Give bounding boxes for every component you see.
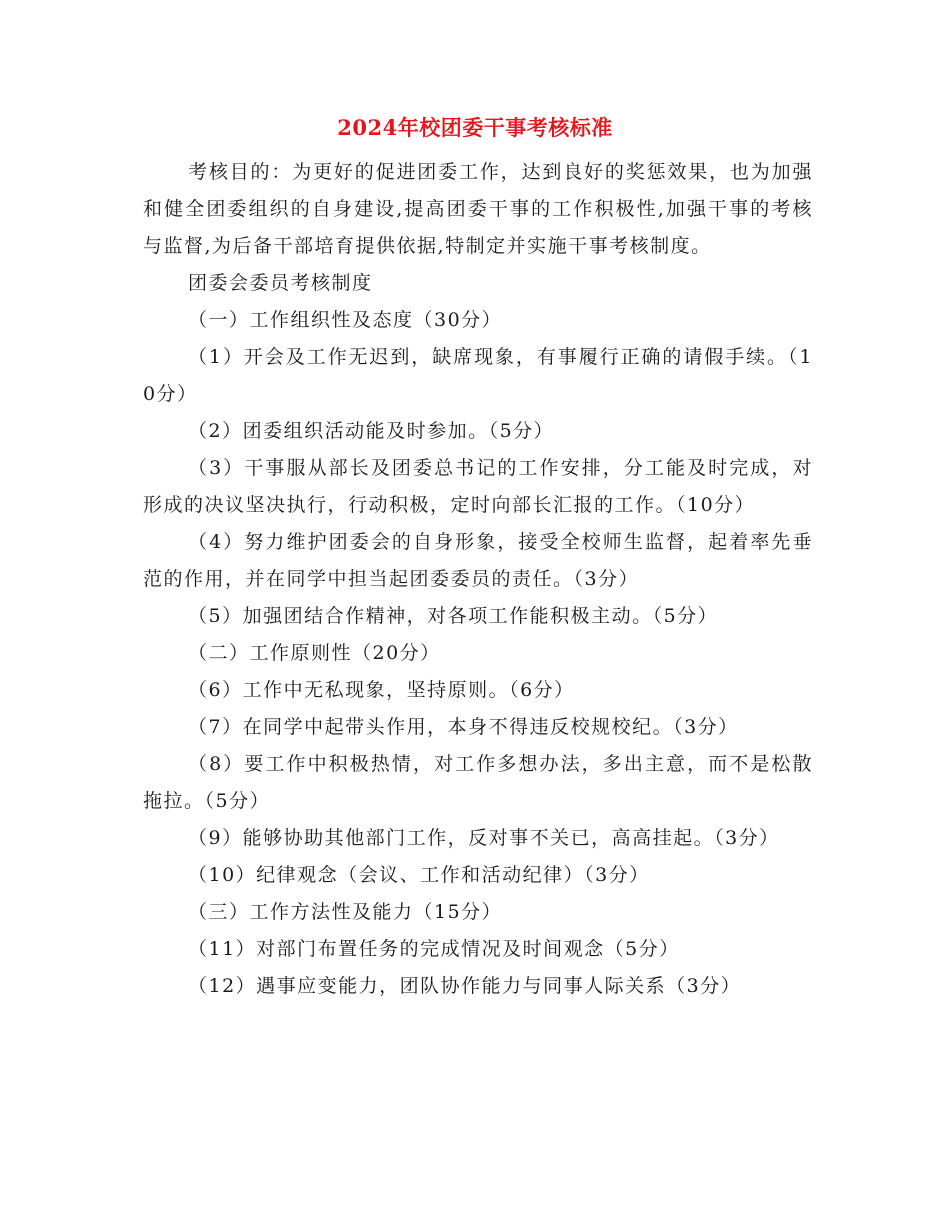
paragraph-item-1: （1）开会及工作无迟到，缺席现象，有事履行正确的请假手续。（10分） (143, 346, 813, 405)
paragraph-section-heading: 团委会委员考核制度 (188, 272, 373, 294)
paragraph-category-2: （二）工作原则性（20分） (188, 642, 441, 664)
document-body (143, 154, 813, 1005)
paragraph-category-1: （一）工作组织性及态度（30分） (188, 309, 503, 331)
paragraph-item-10: （10）纪律观念（会议、工作和活动纪律）（3分） (188, 864, 650, 886)
paragraph-item-5: （5）加强团结合作精神，对各项工作能积极主动。（5分） (188, 605, 719, 627)
paragraph-item-3: （3）干事服从部长及团委总书记的工作安排，分工能及时完成，对形成的决议坚决执行，行动积极，定时向部长汇报的工作。（10分） (143, 457, 813, 516)
paragraph-item-7: （7）在同学中起带头作用，本身不得违反校规校纪。（3分） (188, 716, 739, 738)
paragraph-purpose: 考核目的：为更好的促进团委工作，达到良好的奖惩效果，也为加强和健全团委组织的自身建设,提高团委干事的工作积极性,加强干事的考核与监督,为后备干部培育提供依据,特制定并实施干事考核制度。 (143, 161, 813, 257)
paragraph-item-9: （9）能够协助其他部门工作，反对事不关已，高高挂起。（3分） (188, 827, 780, 849)
paragraph-item-2: （2）团委组织活动能及时参加。（5分） (188, 420, 555, 442)
paragraph-category-3: （三）工作方法性及能力（15分） (188, 901, 503, 923)
paragraph-item-8: （8）要工作中积极热情，对工作多想办法，多出主意，而不是松散拖拉。（5分） (143, 753, 813, 812)
paragraph-item-11: （11）对部门布置任务的完成情况及时间观念（5分） (188, 938, 680, 960)
paragraph-item-12: （12）遇事应变能力，团队协作能力与同事人际关系（3分） (188, 975, 742, 997)
paragraph-item-6: （6）工作中无私现象，坚持原则。（6分） (188, 679, 575, 701)
document-title: 2024年校团委干事考核标准 (337, 115, 613, 140)
paragraph-item-4: （4）努力维护团委会的自身形象，接受全校师生监督，起着率先垂范的作用，并在同学中担当起团委委员的责任。（3分） (143, 531, 813, 590)
